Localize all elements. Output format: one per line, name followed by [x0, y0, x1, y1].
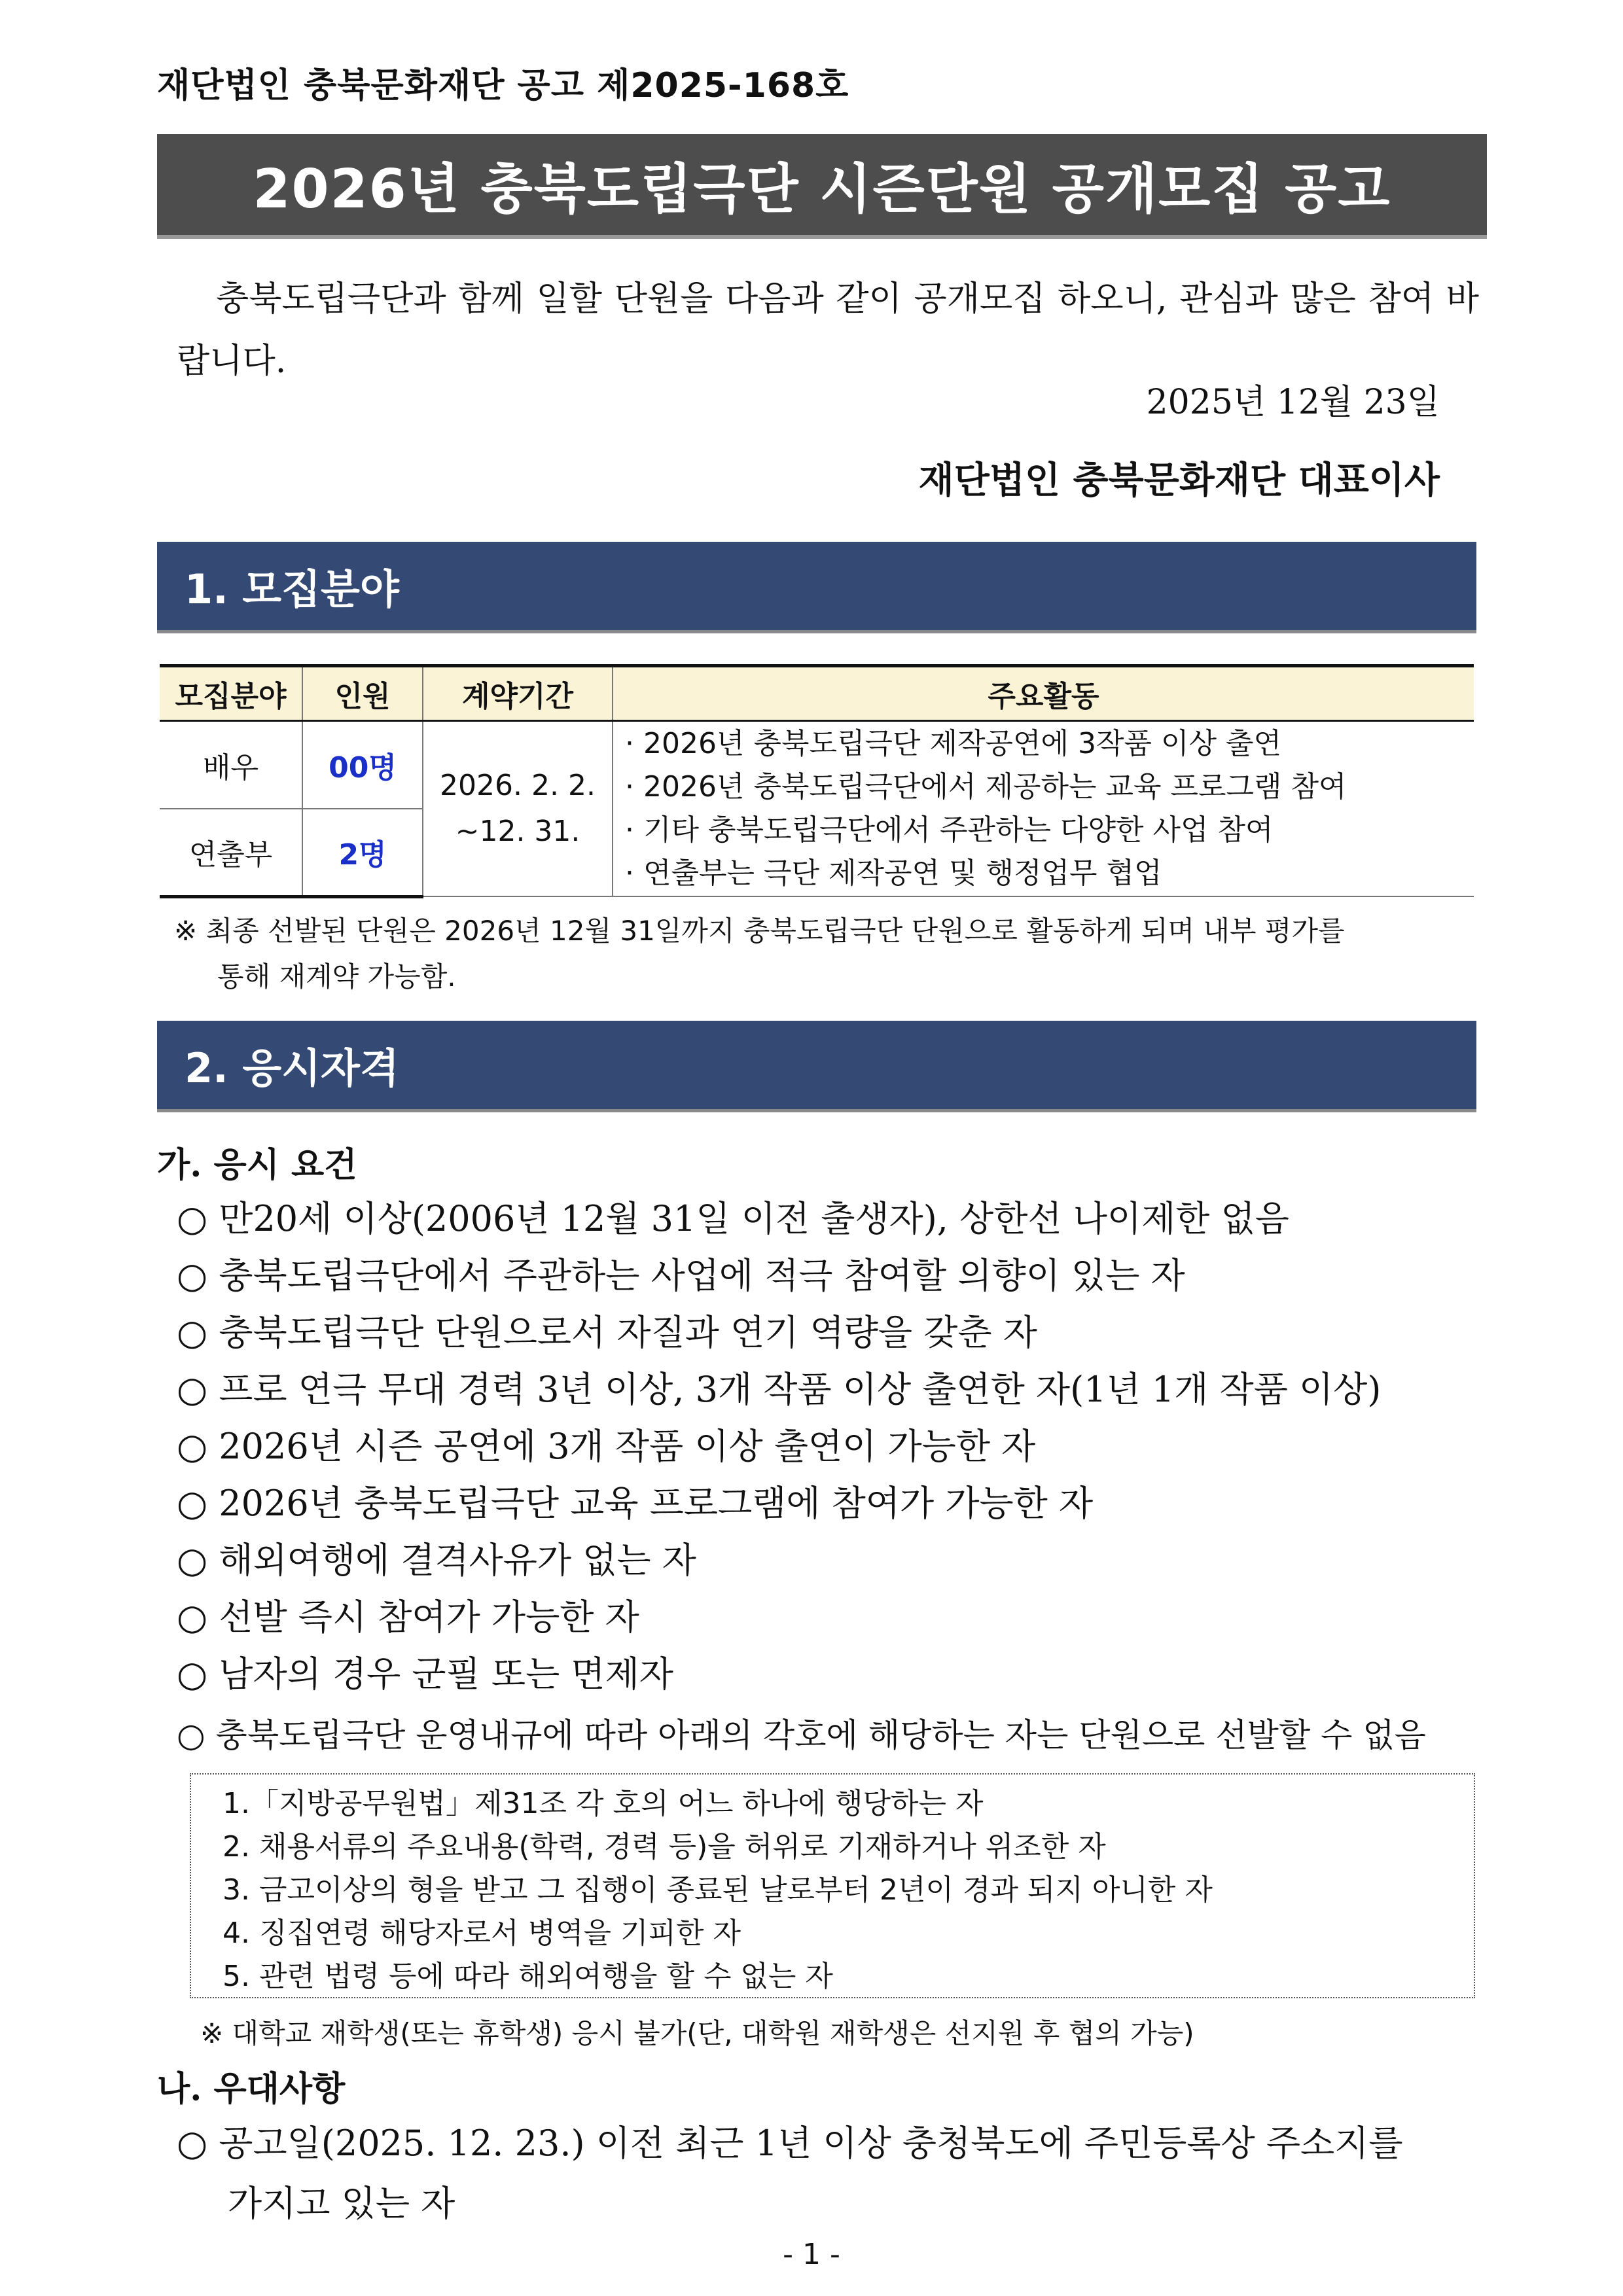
subheading-requirements: 가. 응시 요건 — [157, 1145, 357, 1185]
count-cell: 2명 — [302, 809, 423, 896]
section-2-banner — [157, 1021, 1476, 1112]
disqualification-item: 1.「지방공무원법」제31조 각 호의 어느 하나에 행당하는 자 — [223, 1787, 984, 1820]
period-cell — [423, 721, 613, 897]
disqualification-box — [190, 1773, 1475, 1998]
notice-date: 2025년 12월 23일 — [1146, 383, 1440, 422]
requirement-item: ○ 프로 연극 무대 경력 3년 이상, 3개 작품 이상 출연한 자(1년 1개 작품 이상) — [177, 1369, 1382, 1410]
table-header: 주요활동 — [613, 666, 1474, 721]
count-cell: 00명 — [302, 721, 423, 809]
period-start: 2026. 2. 2. — [440, 769, 596, 802]
field-cell: 배우 — [160, 721, 302, 809]
requirement-item: ○ 남자의 경우 군필 또는 면제자 — [177, 1653, 673, 1695]
preference-item — [177, 2113, 1479, 2234]
activity-item: · 기타 충북도립극단에서 주관하는 다양한 사업 참여 — [625, 813, 1274, 847]
period-end: ~12. 31. — [455, 815, 580, 848]
table-header-row — [160, 666, 1474, 721]
disqualification-item: 2. 채용서류의 주요내용(학력, 경력 등)을 허위로 기재하거나 위조한 자 — [223, 1830, 1106, 1863]
preference-line2: 가지고 있는 자 — [228, 2183, 455, 2224]
requirement-item: ○ 2026년 충북도립극단 교육 프로그램에 참여가 가능한 자 — [177, 1483, 1094, 1524]
disqualification-item: 3. 금고이상의 형을 받고 그 집행이 종료된 날로부터 2년이 경과 되지 아니한 자 — [223, 1873, 1213, 1907]
requirement-item: ○ 만20세 이상(2006년 12월 31일 이전 출생자), 상한선 나이제한 없음 — [177, 1198, 1289, 1239]
preference-line1: ○ 공고일(2025. 12. 23.) 이전 최근 1년 이상 충청북도에 주민등록상 주소지를 — [177, 2123, 1403, 2164]
requirement-item: ○ 해외여행에 결격사유가 없는 자 — [177, 1540, 696, 1581]
activity-item: · 연출부는 극단 제작공연 및 행정업무 협업 — [625, 857, 1162, 890]
intro-paragraph: 충북도립극단과 함께 일할 단원을 다음과 같이 공개모집 하오니, 관심과 많은 참여 바랍니다. — [177, 279, 1479, 381]
subheading-preferences: 나. 우대사항 — [157, 2069, 346, 2109]
requirement-item: ○ 선발 즉시 참여가 가능한 자 — [177, 1597, 639, 1638]
disqualification-item: 4. 징집연령 해당자로서 병역을 기피한 자 — [223, 1916, 741, 1950]
field-cell: 연출부 — [160, 809, 302, 896]
table-note-line2: 통해 재계약 가능함. — [217, 961, 456, 993]
table-header: 인원 — [302, 666, 423, 721]
table-header: 모집분야 — [160, 666, 302, 721]
disqualification-intro: ○ 충북도립극단 운영내규에 따라 아래의 각호에 해당하는 자는 단원으로 선발할 수 없음 — [177, 1716, 1426, 1754]
section-1-banner — [157, 542, 1476, 633]
section-1-title: 1. 모집분야 — [185, 565, 399, 613]
requirement-item: ○ 충북도립극단 단원으로서 자질과 연기 역량을 갖춘 자 — [177, 1312, 1037, 1353]
signer: 재단법인 충북문화재단 대표이사 — [918, 459, 1440, 502]
table-note — [174, 908, 1476, 1000]
recruit-table — [160, 664, 1474, 898]
title-banner — [157, 134, 1487, 239]
activity-item: · 2026년 충북도립극단에서 제공하는 교육 프로그램 참여 — [625, 770, 1347, 804]
table-note-line1: ※ 최종 선발된 단원은 2026년 12월 31일까지 충북도립극단 단원으로 활동하게 되며 내부 평가를 — [174, 915, 1345, 947]
table-row — [160, 721, 1474, 809]
document-title: 2026년 충북도립극단 시즌단원 공개모집 공고 — [253, 158, 1391, 221]
section-2-title: 2. 응시자격 — [185, 1044, 399, 1092]
student-note: ※ 대학교 재학생(또는 휴학생) 응시 불가(단, 대학원 재학생은 선지원 후 협의 가능) — [200, 2017, 1194, 2049]
activity-item: · 2026년 충북도립극단 제작공연에 3작품 이상 출연 — [625, 727, 1281, 760]
table-header: 계약기간 — [423, 666, 613, 721]
notice-number: 재단법인 충북문화재단 공고 제2025-168호 — [157, 66, 849, 105]
page-number: - 1 - — [783, 2238, 840, 2271]
requirement-item: ○ 충북도립극단에서 주관하는 사업에 적극 참여할 의향이 있는 자 — [177, 1255, 1185, 1296]
disqualification-item: 5. 관련 법령 등에 따라 해외여행을 할 수 없는 자 — [223, 1960, 833, 1993]
activities-cell — [613, 721, 1474, 897]
requirement-item: ○ 2026년 시즌 공연에 3개 작품 이상 출연이 가능한 자 — [177, 1426, 1036, 1467]
